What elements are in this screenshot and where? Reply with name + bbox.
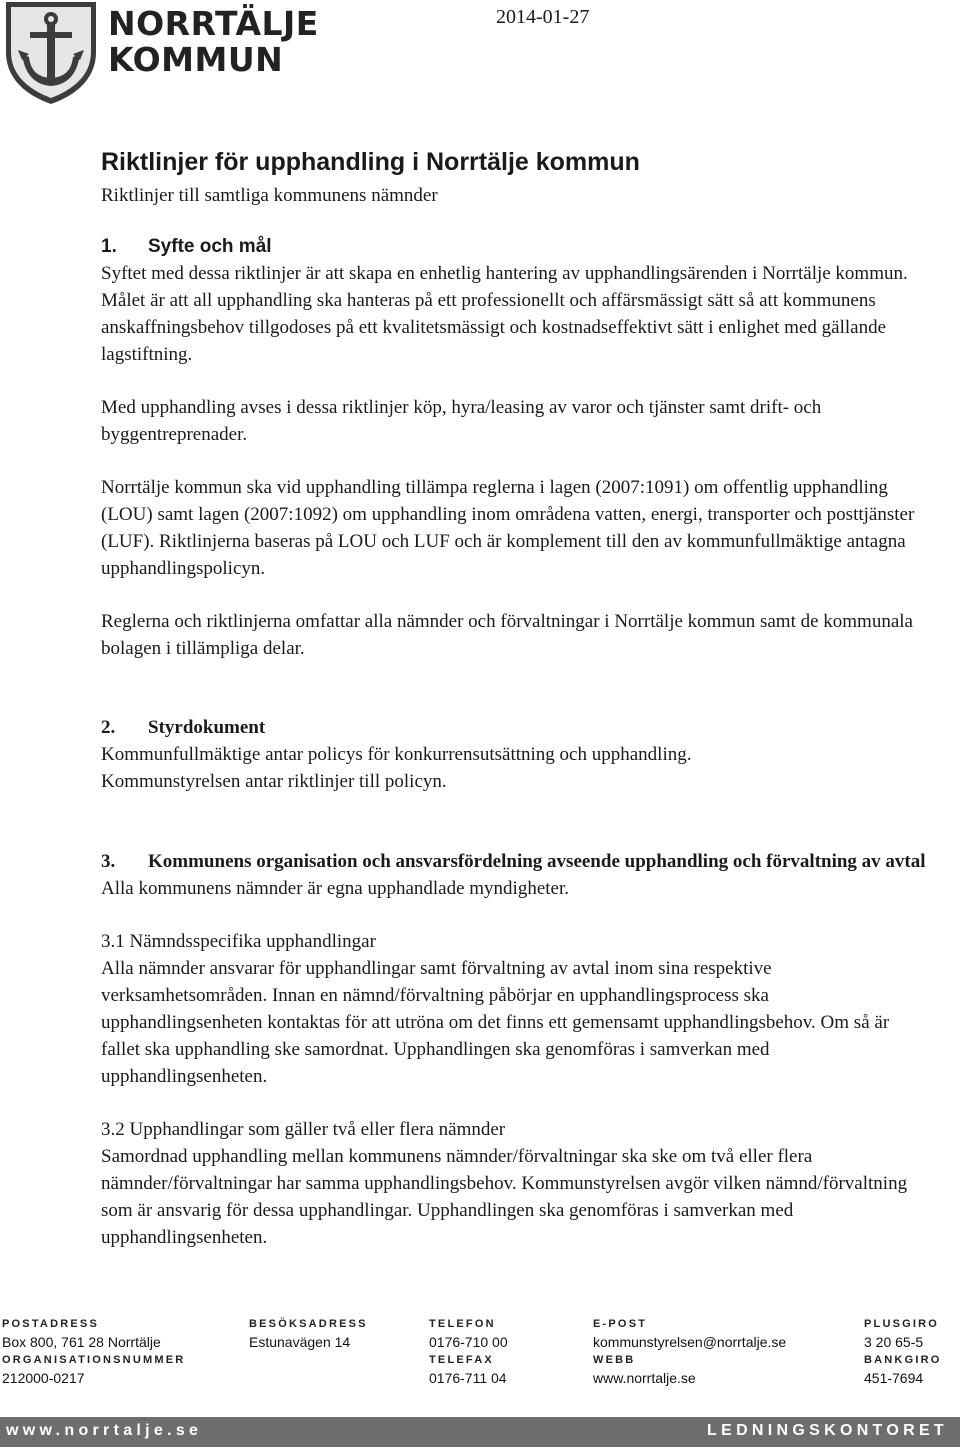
section-3-paragraph-1: Alla kommunens nämnder är egna upphandlade myndigheter. xyxy=(101,878,570,899)
footer-telefax-value: 0176-711 04 xyxy=(429,1370,507,1386)
footer-webb-label: WEBB xyxy=(593,1354,636,1366)
footer-bankgiro-label: BANKGIRO xyxy=(864,1354,942,1366)
footer-plusgiro-label: PLUSGIRO xyxy=(864,1318,940,1330)
footer-webb xyxy=(593,1354,696,1390)
footer-telefon xyxy=(429,1318,508,1354)
logo-text-line2: KOMMUN xyxy=(108,40,284,79)
section-3-2-heading: 3.2 Upphandlingar som gäller två eller flera nämnder xyxy=(101,1119,506,1140)
page-subtitle: Riktlinjer till samtliga kommunens nämnder xyxy=(101,185,438,206)
section-3-title: Kommunens organisation och ansvarsfördelning avseende upphandling och förvaltning av avtal xyxy=(148,851,926,872)
section-3-number: 3. xyxy=(101,851,116,872)
section-3 xyxy=(101,848,931,1251)
footer-epost xyxy=(593,1318,786,1354)
footer-besoksadress-value: Estunavägen 14 xyxy=(249,1334,351,1350)
document-date: 2014-01-27 xyxy=(496,6,590,28)
section-1-number: 1. xyxy=(101,236,117,257)
document-body xyxy=(101,145,931,1251)
footer-besoksadress-label: BESÖKSADRESS xyxy=(249,1318,368,1330)
section-3-heading xyxy=(101,848,931,875)
footer-telefax xyxy=(429,1354,507,1390)
section-1 xyxy=(101,233,931,662)
footer-bankgiro-value: 451-7694 xyxy=(864,1370,924,1386)
footer-epost-value: kommunstyrelsen@norrtalje.se xyxy=(593,1334,787,1350)
logo-text-line1: NORRTÄLJE xyxy=(108,4,319,43)
footer-website-link[interactable]: www.norrtalje.se xyxy=(6,1422,203,1439)
logo xyxy=(0,0,319,110)
anchor-crest-icon xyxy=(2,0,102,105)
section-2 xyxy=(101,714,931,795)
section-3-1-paragraph: Alla nämnder ansvarar för upphandlingar samt förvaltning av avtal inom sina respektive verksamhetsområden. Innan en nämnd/förvaltning påbörjar en upphandlingsprocess ska upphandlingsenheten kontaktas för att utröna om det finns ett gemensamt upphandlingsbehov. Om så är fallet ska upphandling ske samordnat. Upphandlingen ska genomföras i samverkan med upphandlingsenheten. xyxy=(101,958,890,1087)
footer-telefon-value: 0176-710 00 xyxy=(429,1334,508,1350)
page-title: Riktlinjer för upphandling i Norrtälje kommun xyxy=(101,148,640,176)
footer-orgnr xyxy=(2,1354,185,1390)
footer-postadress-label: POSTADRESS xyxy=(2,1318,99,1330)
footer-postadress xyxy=(2,1318,161,1354)
footer-orgnr-value: 212000-0217 xyxy=(2,1370,85,1386)
footer-bar xyxy=(0,1417,960,1447)
section-2-number: 2. xyxy=(101,717,116,738)
section-1-title: Syfte och mål xyxy=(148,236,272,257)
section-1-paragraph-2: Med upphandling avses i dessa riktlinjer köp, hyra/leasing av varor och tjänster samt drift- och byggentreprenader. xyxy=(101,397,822,445)
footer-telefax-label: TELEFAX xyxy=(429,1354,494,1366)
footer-epost-label: E-POST xyxy=(593,1318,648,1330)
footer xyxy=(0,1312,960,1439)
footer-plusgiro xyxy=(864,1318,939,1354)
section-3-1-heading: 3.1 Nämndsspecifika upphandlingar xyxy=(101,931,376,952)
footer-webb-value: www.norrtalje.se xyxy=(593,1370,696,1386)
footer-besoksadress xyxy=(249,1318,368,1354)
section-2-line-1: Kommunfullmäktige antar policys för konkurrensutsättning och upphandling. xyxy=(101,744,692,765)
section-1-paragraph-3: Norrtälje kommun ska vid upphandling tillämpa reglerna i lagen (2007:1091) om offentlig upphandling (LOU) samt lagen (2007:1092) om upphandling inom områdena vatten, energi, transporter och posttjänster (LUF). Riktlinjerna baseras på LOU och LUF och är komplement till den av kommunfullmäktige antagna upphandlingspolicyn. xyxy=(101,477,915,579)
section-2-heading xyxy=(101,714,931,741)
footer-orgnr-label: ORGANISATIONSNUMMER xyxy=(2,1354,186,1366)
footer-department: LEDNINGSKONTORET xyxy=(707,1422,948,1439)
footer-telefon-label: TELEFON xyxy=(429,1318,496,1330)
footer-plusgiro-value: 3 20 65-5 xyxy=(864,1334,924,1350)
footer-postadress-value: Box 800, 761 28 Norrtälje xyxy=(2,1334,161,1350)
section-2-line-2: Kommunstyrelsen antar riktlinjer till policyn. xyxy=(101,771,447,792)
section-3-2-paragraph: Samordnad upphandling mellan kommunens nämnder/förvaltningar ska ske om två eller flera nämnder/förvaltningar har samma upphandlingsbehov. Kommunstyrelsen avgör vilken nämnd/förvaltning som är ansvarig för dessa upphandlingar. Upphandlingen ska genomföras i samverkan med upphandlingsenheten. xyxy=(101,1146,908,1248)
section-1-paragraph-4: Reglerna och riktlinjerna omfattar alla nämnder och förvaltningar i Norrtälje kommun samt de kommunala bolagen i tillämpliga delar. xyxy=(101,611,913,659)
section-2-title: Styrdokument xyxy=(148,717,266,738)
footer-bankgiro xyxy=(864,1354,942,1390)
section-1-heading xyxy=(101,233,931,260)
section-1-paragraph-1: Syftet med dessa riktlinjer är att skapa en enhetlig hantering av upphandlingsärenden i Norrtälje kommun. Målet är att all upphandling ska hanteras på ett professionellt och affärsmässigt sätt så att kommunens anskaffningsbehov tillgodoses på ett kvalitetsmässigt och kostnadseffektivt sätt i enlighet med gällande lagstiftning. xyxy=(101,263,908,365)
